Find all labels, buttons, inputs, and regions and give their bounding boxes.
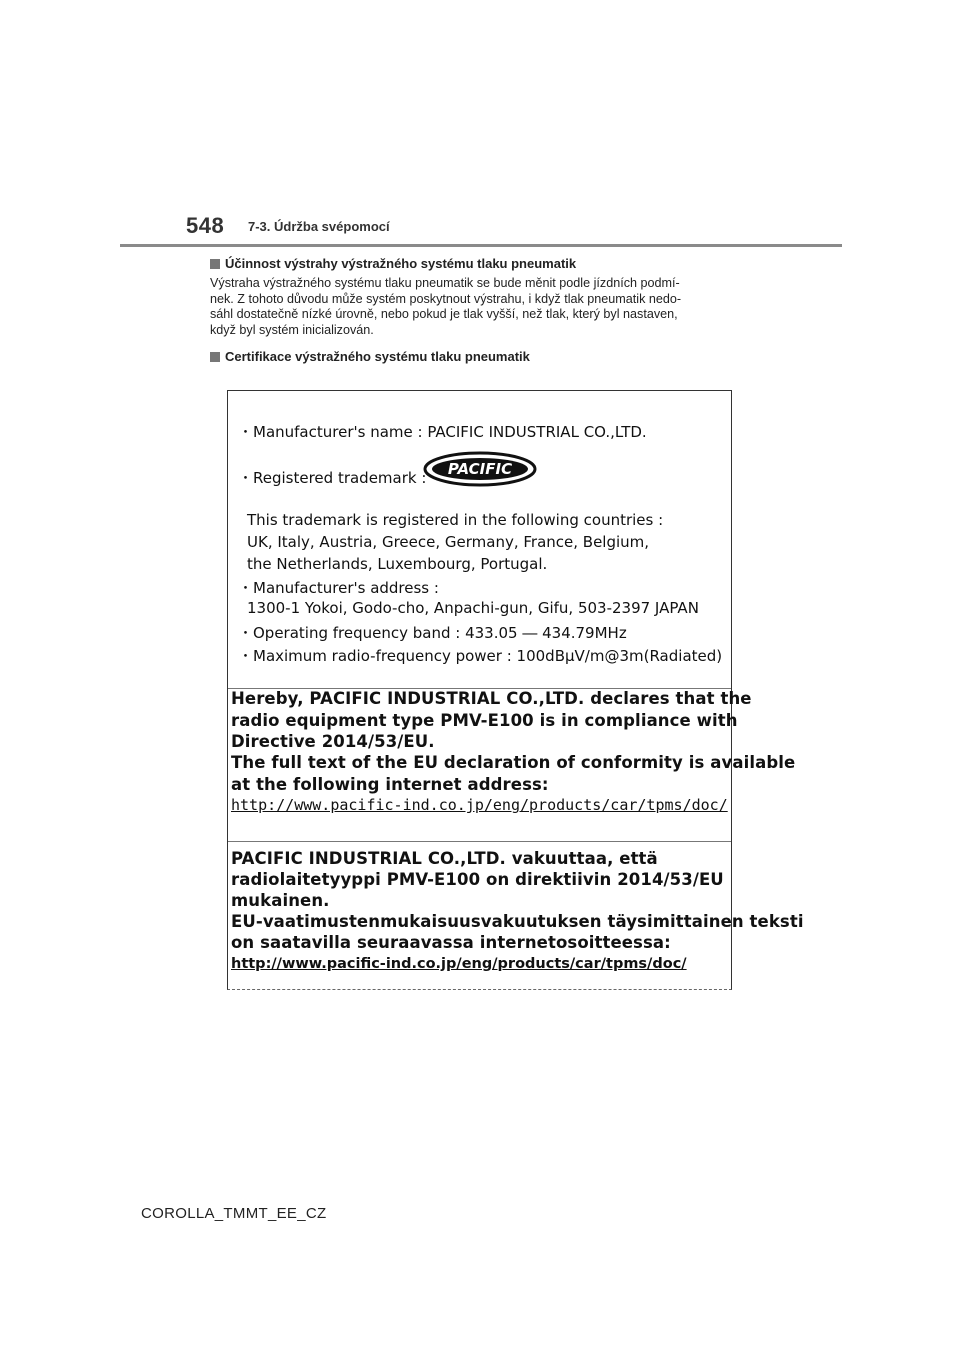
manufacturer-name: ・Manufacturer's name : PACIFIC INDUSTRIAL CO.,LTD. — [238, 423, 647, 441]
certificate-details — [228, 391, 731, 688]
declaration-line: mukainen. — [231, 891, 330, 910]
declaration-line: radio equipment type PMV-E100 is in compliance with — [231, 711, 738, 730]
page-number: 548 — [186, 213, 225, 238]
manufacturer-address-label: ・Manufacturer's address : — [238, 579, 439, 597]
trademark-countries-intro: This trademark is registered in the following countries : — [247, 511, 664, 529]
pacific-logo — [423, 451, 537, 487]
declaration-line: on saatavilla seuraavassa internetosoitteessa: — [231, 933, 671, 952]
manufacturer-address: 1300-1 Yokoi, Godo-cho, Anpachi-gun, Gifu, 503-2397 JAPAN — [247, 599, 699, 617]
paragraph-line: když byl systém inicializován. — [210, 322, 374, 337]
document-code: COROLLA_TMMT_EE_CZ — [141, 1205, 327, 1222]
declaration-url: http://www.pacific-ind.co.jp/eng/products/car/tpms/doc/ — [231, 796, 728, 814]
max-rf-power: ・Maximum radio-frequency power : 100dBμV/m@3m(Radiated) — [238, 647, 723, 665]
declaration-line: Directive 2014/53/EU. — [231, 732, 435, 751]
declaration-line: PACIFIC INDUSTRIAL CO.,LTD. vakuuttaa, että — [231, 849, 658, 868]
declaration-line: Hereby, PACIFIC INDUSTRIAL CO.,LTD. declares that the — [231, 689, 752, 708]
subheading-text: Účinnost výstrahy výstražného systému tlaku pneumatik — [225, 256, 577, 271]
square-bullet-icon — [210, 259, 220, 269]
declaration-line: radiolaitetyyppi PMV-E100 on direktiivin 2014/53/EU — [231, 870, 724, 889]
logo-text: PACIFIC — [447, 460, 513, 478]
declaration-line: EU-vaatimustenmukaisuusvakuutuksen täysimittainen teksti — [231, 912, 804, 931]
pacific-logo-icon — [423, 451, 537, 487]
operating-frequency: ・Operating frequency band : 433.05 ― 434.79MHz — [238, 624, 627, 642]
paragraph-line: nek. Z tohoto důvodu může systém poskytnout výstrahu, i když tlak pneumatik nedo- — [210, 291, 682, 306]
page-header — [0, 0, 960, 260]
certification-image — [227, 390, 804, 990]
subheading-text: Certifikace výstražného systému tlaku pneumatik — [225, 349, 530, 364]
square-bullet-icon — [210, 352, 220, 362]
section-title: 7-3. Údržba svépomocí — [248, 219, 390, 234]
certificate-divider — [228, 841, 731, 842]
subheading-warning-effectiveness — [210, 256, 576, 271]
declaration-line: The full text of the EU declaration of conformity is available — [231, 753, 796, 772]
declaration-url: http://www.pacific-ind.co.jp/eng/products/car/tpms/doc/ — [231, 956, 687, 972]
trademark-countries-line: UK, Italy, Austria, Greece, Germany, France, Belgium, — [247, 533, 650, 551]
declaration-line: at the following internet address: — [231, 775, 549, 794]
trademark-countries-line: the Netherlands, Luxembourg, Portugal. — [247, 555, 548, 573]
paragraph-line: Výstraha výstražného systému tlaku pneumatik se bude měnit podle jízdních podmí- — [210, 276, 680, 290]
subheading-certification — [210, 349, 530, 364]
header-divider — [120, 244, 842, 247]
registered-trademark-label: ・Registered trademark : — [238, 469, 427, 487]
paragraph-line: sáhl dostatečně nízké úrovně, nebo pokud je tlak vyšší, než tlak, který byl nastaven, — [210, 307, 678, 321]
body-paragraph — [210, 276, 750, 338]
